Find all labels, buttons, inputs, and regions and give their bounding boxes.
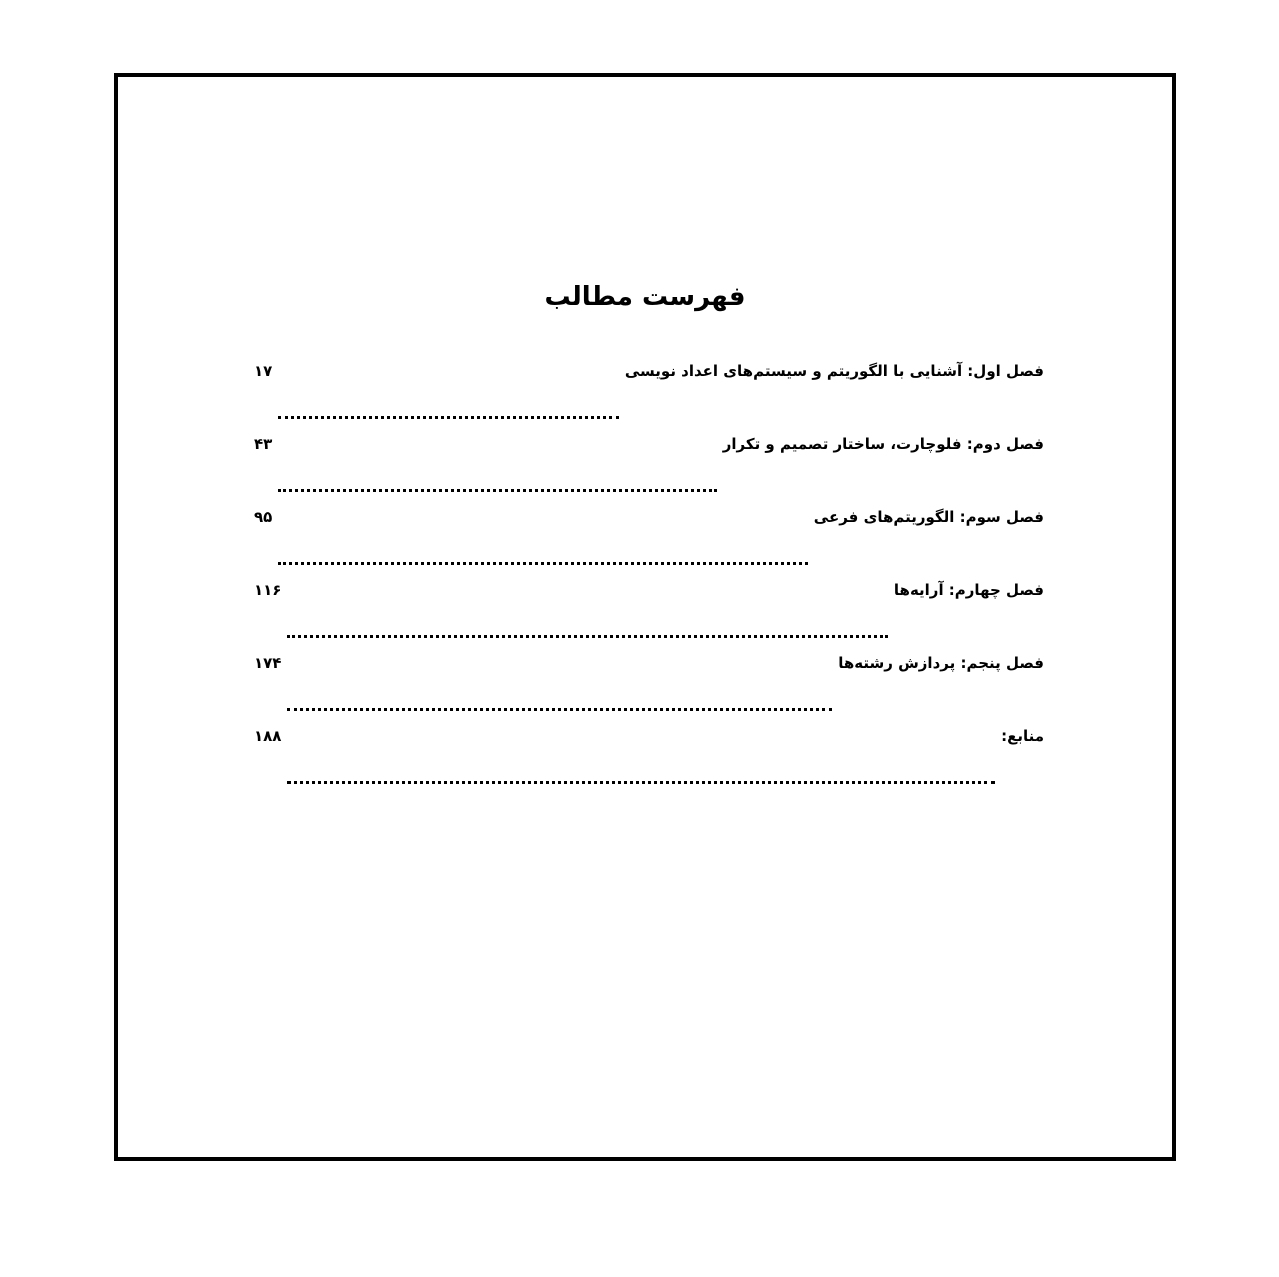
toc-entry-label: فصل پنجم: پردازش رشته‌ها [838, 654, 1044, 672]
toc-entry-label: منابع: [1001, 727, 1044, 745]
toc-dot-leader [278, 562, 807, 565]
toc-entry-page-number: ۴۳ [254, 435, 273, 453]
toc-entry-label: فصل سوم: الگوریتم‌های فرعی [813, 508, 1044, 526]
toc-entry-chapter-5[interactable] [254, 654, 1044, 727]
toc-list [254, 362, 1044, 800]
toc-entry-label: فصل اول: آشنایی با الگوریتم و سیستم‌های اعداد نویسی [624, 362, 1044, 380]
toc-entry-page-number: ۹۵ [254, 508, 273, 526]
toc-entry-label: فصل چهارم: آرایه‌ها [893, 581, 1044, 599]
toc-entry-label: فصل دوم: فلوچارت، ساختار تصمیم و تکرار [722, 435, 1044, 453]
toc-entry-page-number: ۱۱۶ [254, 581, 282, 599]
toc-dot-leader [278, 416, 619, 419]
toc-entry-chapter-4[interactable] [254, 581, 1044, 654]
toc-title: فهرست مطالب [544, 282, 746, 312]
toc-entry-references[interactable] [254, 727, 1044, 800]
toc-entry-page-number: ۱۷۴ [254, 654, 282, 672]
toc-dot-leader [287, 635, 887, 638]
toc-entry-page-number: ۱۷ [254, 362, 273, 380]
toc-entry-page-number: ۱۸۸ [254, 727, 282, 745]
toc-dot-leader [287, 708, 832, 711]
toc-entry-chapter-2[interactable] [254, 435, 1044, 508]
toc-entry-chapter-1[interactable] [254, 362, 1044, 435]
toc-dot-leader [287, 781, 995, 784]
toc-dot-leader [278, 489, 716, 492]
page-frame [114, 73, 1176, 1161]
toc-entry-chapter-3[interactable] [254, 508, 1044, 581]
